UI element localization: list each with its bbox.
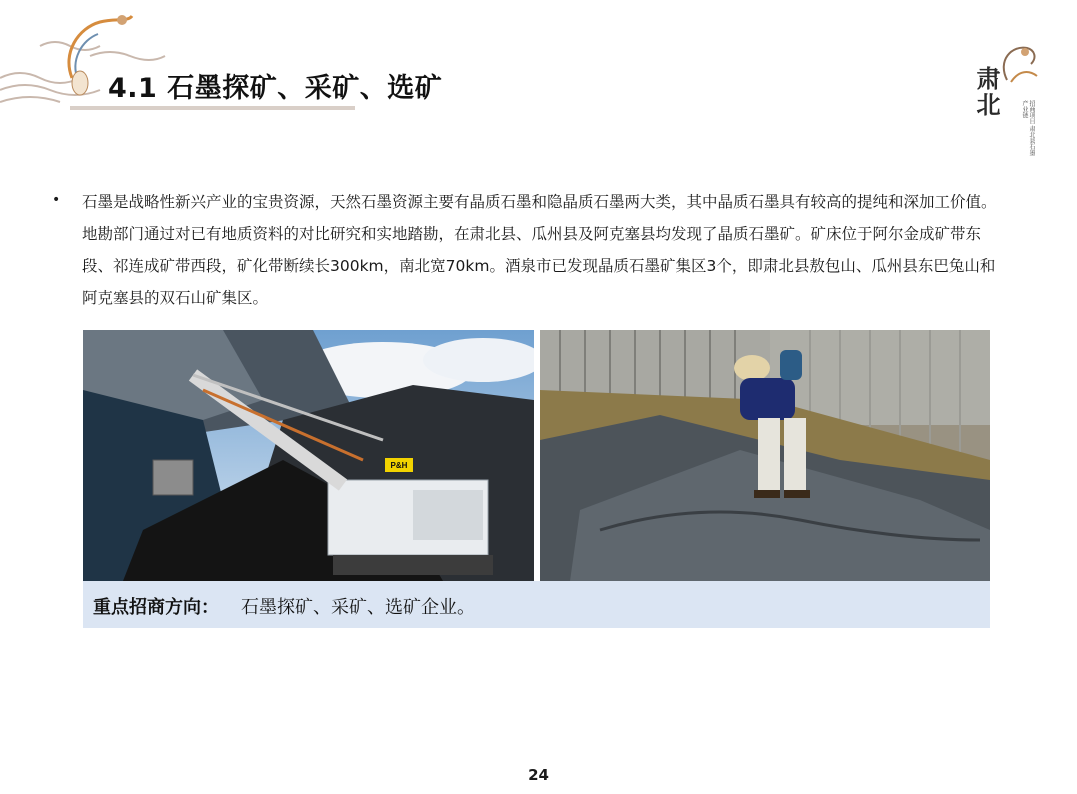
page-title: 4.1 石墨探矿、采矿、选矿 <box>108 73 443 104</box>
title-underline <box>70 106 355 110</box>
logo-brand-text: 肃北 <box>972 66 1001 118</box>
field-survey-photo <box>540 330 990 581</box>
logo-tagline: 招商项目 肃北县石墨产业链 <box>1021 100 1035 156</box>
focus-label: 重点招商方向： <box>93 597 219 618</box>
left-photo-badge: P&H <box>390 461 408 470</box>
bullet-paragraph <box>52 186 997 314</box>
bullet-text: 石墨是战略性新兴产业的宝贵资源，天然石墨资源主要有晶质石墨和隐晶质石墨两大类，其中晶质石墨具有较高的提纯和深加工价值。地勘部门通过对已有地质资料的对比研究和实地踏勘，在肃北县、瓜州县及阿克塞县均发现了晶质石墨矿。矿床位于阿尔金成矿带东段、祁连成矿带西段，矿化带断续长300km，南北宽70km。酒泉市已发现晶质石墨矿集区3个，即肃北县敖包山、瓜州县东巴兔山和阿克塞县的双石山矿集区。 <box>82 193 997 307</box>
suebei-logo <box>967 40 1039 162</box>
investment-focus-bar <box>83 581 990 628</box>
bullet-icon: • <box>52 192 61 208</box>
mining-excavator-photo <box>83 330 534 581</box>
focus-text: 石墨探矿、采矿、选矿企业。 <box>241 597 475 618</box>
page-number: 24 <box>528 766 549 784</box>
